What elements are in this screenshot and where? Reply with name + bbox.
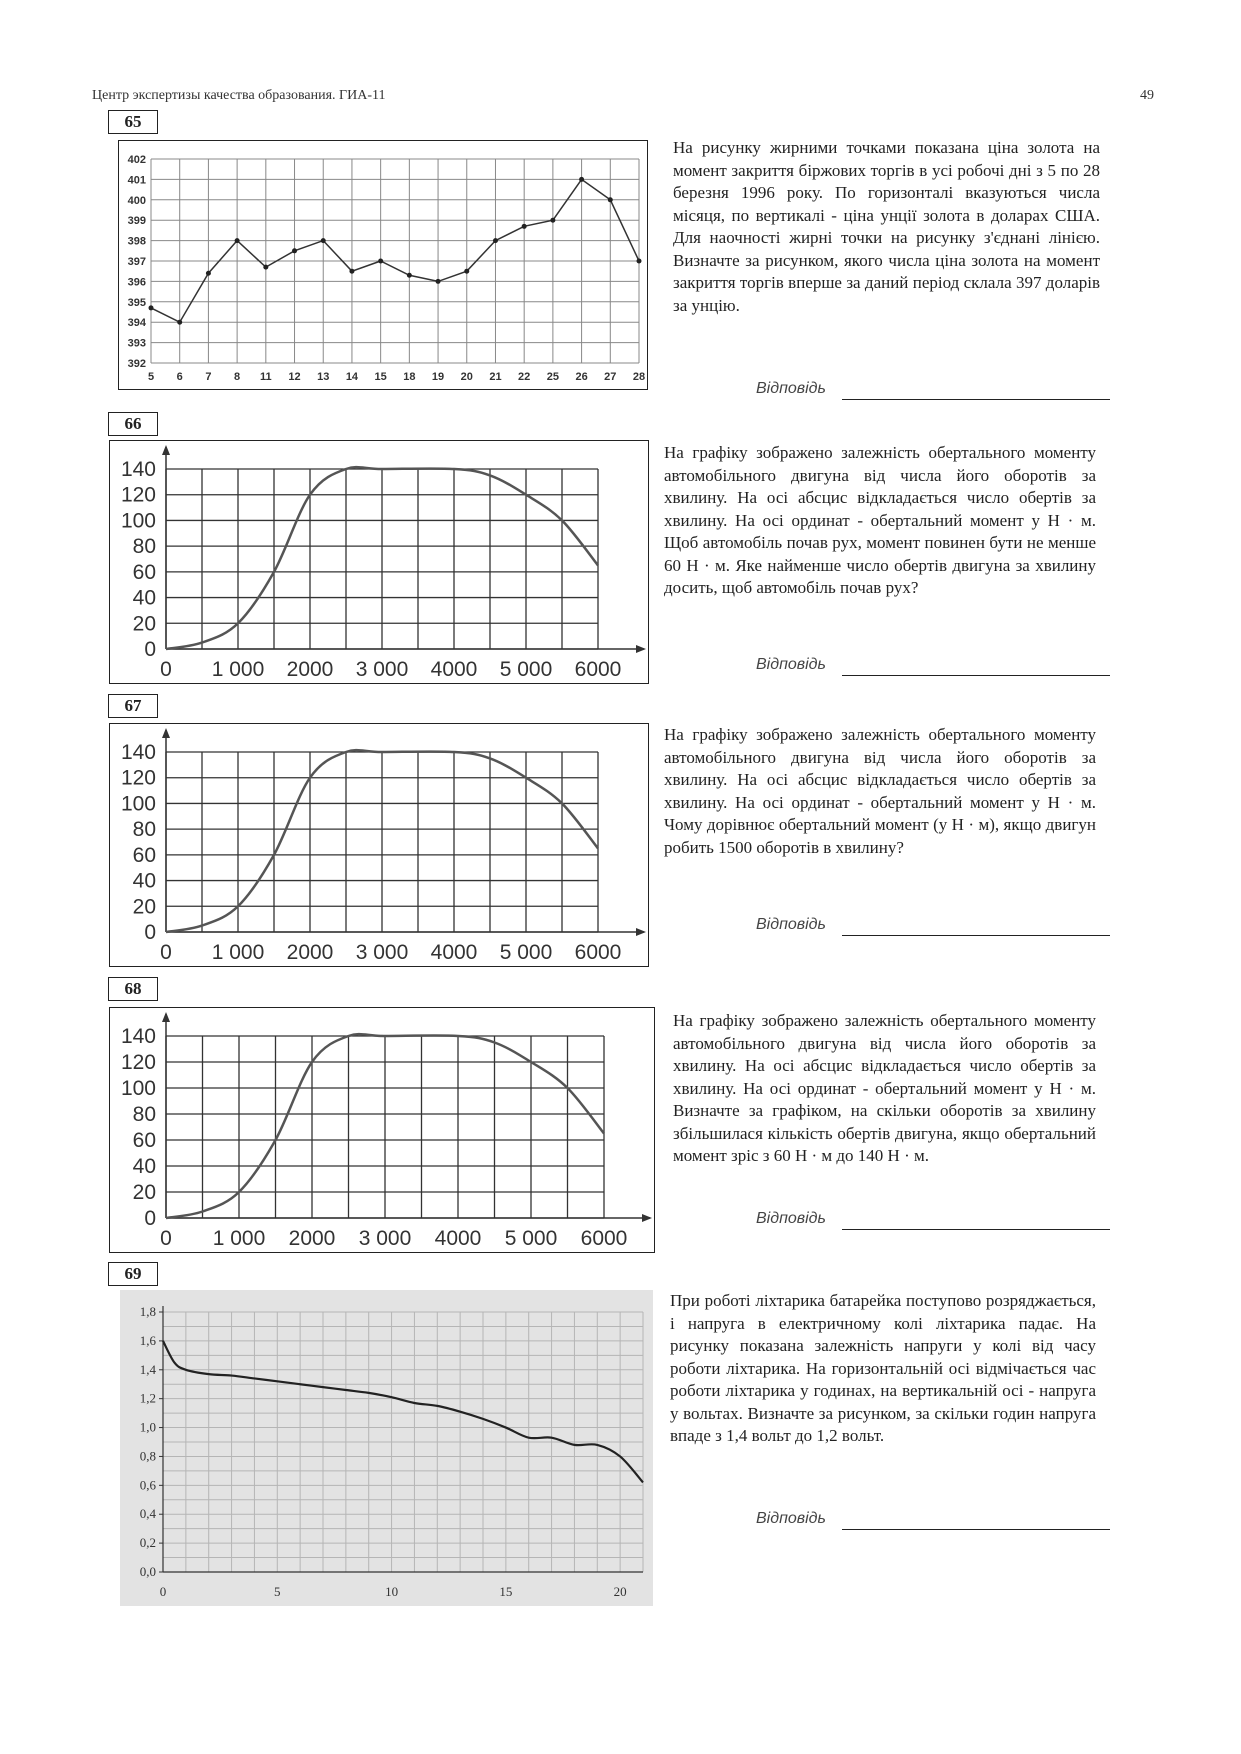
- x-tick-label: 2000: [286, 941, 334, 964]
- y-tick-label: 0: [144, 1207, 156, 1230]
- page-header-title: Центр экспертизы качества образования. ГИА-11: [92, 88, 386, 103]
- task-number-69: 69: [108, 1262, 158, 1286]
- y-tick-label: 100: [120, 1077, 156, 1100]
- y-tick-label: 140: [120, 1025, 156, 1048]
- y-tick-label: 40: [132, 869, 156, 893]
- price-point: [235, 238, 240, 243]
- y-tick-label: 0,8: [139, 1448, 156, 1464]
- y-tick-label: 80: [132, 818, 156, 842]
- y-tick-label: 120: [120, 766, 156, 790]
- x-tick-label: 3 000: [358, 1227, 412, 1250]
- price-point: [378, 259, 383, 264]
- torque-chart-67: [109, 723, 649, 967]
- y-tick-label: 1,0: [139, 1419, 156, 1435]
- x-axis-arrow: [642, 1214, 652, 1222]
- y-tick-label: 80: [132, 1103, 156, 1126]
- y-tick-label: 40: [132, 1155, 156, 1178]
- x-tick-label: 1 000: [212, 1227, 266, 1250]
- task-text-66: На графіку зображено залежність обертального моменту автомобільного двигуна від числа його оборотів за хвилину. На осі абсцис відкладається число обертів за хвилину. На осі ординат - обертальний момент у Н · м. Щоб автомобіль почав рух, момент повинен бути не менше 60 Н · м. Яке найменше число обертів двигуна за хвилину досить, щоб автомобіль почав рух?: [664, 443, 1096, 597]
- x-tick-label: 11: [260, 371, 272, 383]
- x-tick-label: 27: [604, 371, 617, 383]
- x-tick-label: 28: [632, 371, 646, 383]
- price-point: [177, 320, 182, 325]
- x-tick-label: 4000: [434, 1227, 482, 1250]
- answer-line: [842, 399, 1110, 400]
- x-tick-label: 22: [518, 371, 531, 383]
- x-tick-label: 14: [345, 371, 359, 383]
- y-tick-label: 0,4: [139, 1506, 156, 1522]
- y-tick-label: 1,2: [139, 1390, 156, 1406]
- x-tick-label: 3 000: [355, 658, 409, 681]
- answer-line: [842, 675, 1110, 676]
- y-tick-label: 60: [132, 1129, 156, 1152]
- x-tick-label: 15: [499, 1584, 513, 1599]
- x-tick-label: 7: [205, 371, 212, 383]
- y-tick-label: 392: [127, 358, 146, 370]
- task-number-66: 66: [108, 412, 158, 436]
- gold-price-chart: [118, 140, 648, 390]
- y-tick-label: 401: [127, 174, 146, 187]
- y-tick-label: 60: [132, 560, 156, 584]
- answer-label: Відповідь: [756, 656, 826, 673]
- x-tick-label: 2000: [288, 1227, 336, 1250]
- y-tick-label: 140: [120, 458, 156, 481]
- y-tick-label: 0,0: [139, 1564, 156, 1579]
- x-tick-label: 6: [176, 371, 183, 383]
- x-tick-label: 3 000: [355, 941, 409, 964]
- x-tick-label: 13: [317, 371, 330, 383]
- answer-line: [842, 1529, 1110, 1530]
- task-number-68: 68: [108, 977, 158, 1001]
- x-tick-label: 1 000: [211, 658, 265, 681]
- torque-chart-68: [109, 1007, 655, 1253]
- answer-label: Відповідь: [756, 1510, 826, 1527]
- y-tick-label: 396: [127, 276, 146, 289]
- y-axis-arrow: [162, 1012, 170, 1022]
- price-point: [550, 218, 555, 223]
- x-tick-label: 18: [403, 371, 416, 383]
- x-tick-label: 0: [160, 658, 172, 681]
- x-tick-label: 4000: [430, 658, 478, 681]
- y-tick-label: 20: [132, 612, 156, 636]
- price-point: [522, 224, 527, 229]
- x-tick-label: 15: [374, 371, 387, 383]
- y-tick-label: 0,6: [139, 1477, 156, 1493]
- x-tick-label: 2000: [286, 658, 334, 681]
- answer-label: Відповідь: [756, 1210, 826, 1227]
- x-tick-label: 0: [160, 1227, 172, 1250]
- x-tick-label: 0: [160, 941, 172, 964]
- x-tick-label: 25: [546, 371, 560, 383]
- answer-field-69[interactable]: [756, 1510, 1110, 1536]
- x-tick-label: 20: [613, 1584, 627, 1599]
- y-tick-label: 1,4: [139, 1361, 156, 1377]
- price-point: [321, 238, 326, 243]
- y-tick-label: 394: [127, 317, 146, 330]
- price-point: [149, 305, 154, 310]
- x-tick-label: 19: [431, 371, 445, 383]
- y-tick-label: 398: [127, 235, 146, 248]
- y-tick-label: 0,2: [139, 1535, 156, 1551]
- x-axis-arrow: [636, 645, 646, 653]
- price-point: [349, 269, 354, 274]
- x-tick-label: 5: [274, 1584, 281, 1599]
- price-point: [263, 265, 268, 270]
- y-tick-label: 20: [132, 895, 156, 919]
- price-point: [579, 177, 584, 182]
- x-tick-label: 5: [147, 371, 155, 383]
- x-tick-label: 10: [385, 1584, 399, 1599]
- x-tick-label: 8: [234, 371, 241, 383]
- price-point: [206, 271, 211, 276]
- answer-field-67[interactable]: [756, 916, 1110, 942]
- x-tick-label: 5 000: [499, 941, 553, 964]
- x-tick-label: 1 000: [211, 941, 265, 964]
- y-tick-label: 395: [127, 296, 146, 309]
- y-tick-label: 397: [127, 256, 146, 268]
- x-tick-label: 0: [159, 1584, 167, 1599]
- task-text-67: На графіку зображено залежність обертального моменту автомобільного двигуна від числа його оборотів за хвилину. На осі абсцис відкладається число обертів за хвилину. На осі ординат - обертальний момент у Н · м. Чому дорівнює обертальний момент (у Н · м), якщо двигун робить 1500 оборотів в хвилину?: [664, 725, 1096, 857]
- x-tick-label: 6000: [574, 658, 622, 681]
- task-text-69: При роботі ліхтарика батарейка поступово розряджається, і напруга в електричному колі ліхтарика падає. На рисунку показана залежність напруги у колі від часу роботи ліхтарика. На горизонтальній осі відмічається час роботи ліхтарика у годинах, на вертикальній осі - напруга у вольтах. Визначте за рисунком, за скільки годин напруга впаде з 1,4 вольт до 1,2 вольт.: [670, 1291, 1096, 1445]
- price-point: [637, 259, 642, 264]
- y-tick-label: 402: [127, 154, 146, 166]
- x-tick-label: 4000: [430, 941, 478, 964]
- answer-field-66[interactable]: [756, 656, 1110, 682]
- x-tick-label: 12: [288, 371, 301, 383]
- x-tick-label: 21: [489, 371, 502, 383]
- x-tick-label: 6000: [580, 1227, 628, 1250]
- price-point: [464, 269, 469, 274]
- answer-field-65[interactable]: [756, 380, 1110, 406]
- price-point: [436, 279, 441, 284]
- x-tick-label: 6000: [574, 941, 622, 964]
- y-tick-label: 20: [132, 1181, 156, 1204]
- x-tick-label: 5 000: [504, 1227, 558, 1250]
- y-tick-label: 100: [120, 792, 156, 816]
- task-number-67: 67: [108, 694, 158, 718]
- page-number: 49: [1140, 88, 1154, 103]
- answer-line: [842, 1229, 1110, 1230]
- torque-chart-66: [109, 440, 649, 684]
- answer-label: Відповідь: [756, 380, 826, 397]
- y-tick-label: 393: [127, 337, 146, 350]
- answer-field-68[interactable]: [756, 1210, 1110, 1236]
- price-point: [407, 273, 412, 278]
- x-tick-label: 20: [460, 371, 473, 383]
- y-tick-label: 1,8: [139, 1304, 156, 1319]
- y-tick-label: 399: [127, 215, 146, 228]
- answer-line: [842, 935, 1110, 936]
- price-point: [292, 248, 297, 253]
- y-tick-label: 0: [144, 921, 156, 944]
- y-tick-label: 120: [120, 483, 156, 507]
- voltage-curve: [163, 1341, 643, 1483]
- task-text-65: На рисунку жирними точками показана ціна золота на момент закриття біржових торгів в усі робочі дні з 5 по 28 березня 1996 року. По горизонталі вказуються числа місяця, по вертикалі - ціна унції золота в доларах США. Для наочності жирні точки на рисунку з'єднані лінією. Визначте за рисунком, якого числа ціна золота на момент закриття торгів вперше за даний період склала 397 доларів за унцію.: [673, 138, 1100, 315]
- y-axis-arrow: [162, 728, 170, 738]
- y-tick-label: 40: [132, 586, 156, 610]
- x-tick-label: 5 000: [499, 658, 553, 681]
- y-tick-label: 140: [120, 741, 156, 764]
- y-axis-arrow: [162, 445, 170, 455]
- y-tick-label: 0: [144, 638, 156, 661]
- x-tick-label: 26: [575, 371, 588, 383]
- y-tick-label: 60: [132, 843, 156, 867]
- y-tick-label: 1,6: [139, 1332, 156, 1348]
- x-axis-arrow: [636, 928, 646, 936]
- y-tick-label: 120: [120, 1051, 156, 1074]
- y-tick-label: 100: [120, 509, 156, 533]
- y-tick-label: 80: [132, 535, 156, 559]
- y-tick-label: 400: [127, 194, 146, 207]
- price-point: [608, 197, 613, 202]
- price-point: [493, 238, 498, 243]
- task-text-68: На графіку зображено залежність обертального моменту автомобільного двигуна від числа його оборотів за хвилину. На осі абсцис відкладається число обертів за хвилину. На осі ординат - обертальний момент у Н · м. Визначте за графіком, на скільки оборотів за хвилину збільшилася кількість обертів двигуна, якщо обертальний момент зріс з 60 Н · м до 140 Н · м.: [673, 1011, 1096, 1165]
- task-number-65: 65: [108, 110, 158, 134]
- answer-label: Відповідь: [756, 916, 826, 933]
- price-line: [151, 179, 639, 322]
- voltage-chart: [120, 1290, 653, 1606]
